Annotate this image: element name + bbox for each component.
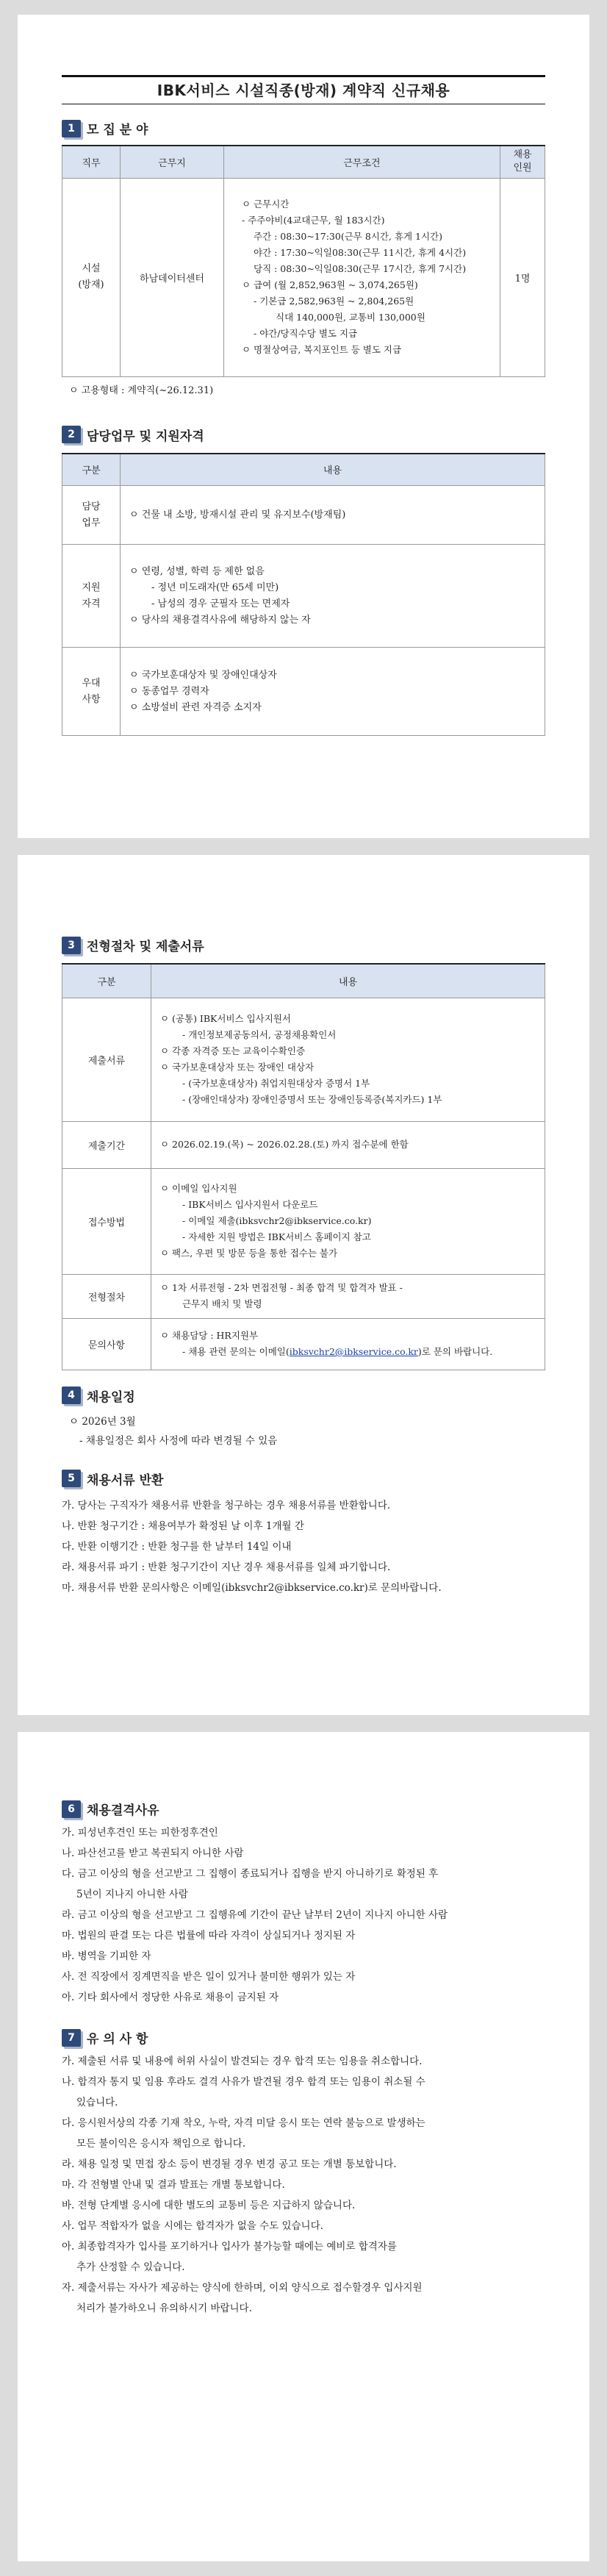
- contact-line: [160, 1344, 536, 1360]
- section-schedule: [62, 1387, 545, 1405]
- content-line: 근무지 배치 및 발령: [182, 1298, 262, 1309]
- content-line: - (국가보훈대상자) 취업지원대상자 증명서 1부: [182, 1078, 370, 1089]
- section-recruitment-field: [62, 119, 545, 137]
- condition-line: - 야간/당직수당 별도 지급: [254, 328, 358, 339]
- document-title: IBK서비스 시설직종(방재) 계약직 신규채용: [62, 75, 545, 104]
- list-item: 나. 반환 청구기간 : 채용여부가 확정된 날 이후 1개월 간: [62, 1520, 304, 1532]
- list-item: 처리가 불가하오니 유의하시기 바랍니다.: [76, 2303, 252, 2314]
- list-item: 바. 전형 단계별 응시에 대한 별도의 교통비 등은 지급하지 않습니다.: [62, 2200, 356, 2211]
- contact-email-link[interactable]: ibksvchr2@ibkservice.co.kr: [289, 1346, 418, 1357]
- conditions-cell: [224, 178, 500, 376]
- row-label: 담당 업무: [62, 486, 121, 545]
- content-line: ㅇ 이메일 입사지원: [160, 1183, 237, 1194]
- content-line: - 자세한 지원 방법은 IBK서비스 홈페이지 참고: [182, 1231, 371, 1242]
- condition-line: - 기본급 2,582,963원 ~ 2,804,265원: [254, 296, 414, 307]
- list-item: 라. 채용서류 파기 : 반환 청구기간이 지난 경우 채용서류를 일체 파기합니다.: [62, 1561, 391, 1573]
- section-number-badge: 7: [62, 2029, 81, 2047]
- condition-line: - 주주야비(4교대근무, 월 183시간): [242, 215, 385, 226]
- condition-line: ㅇ 명절상여금, 복지포인트 등 별도 지급: [242, 344, 402, 355]
- content-line: ㅇ 각종 자격증 또는 교육이수확인증: [160, 1045, 306, 1056]
- table-header: 근무조건: [224, 146, 500, 178]
- employment-type: ㅇ 고용형태 : 계약직(~26.12.31): [69, 384, 214, 396]
- list-item: 다. 반환 이행기간 : 반환 청구를 한 날부터 14일 이내: [62, 1540, 292, 1553]
- condition-line: 야간 : 17:30~익일08:30(근무 11시간, 휴게 4시간): [254, 247, 467, 258]
- list-item: 아. 기타 회사에서 정당한 사유로 채용이 금지된 자: [62, 1992, 279, 2003]
- list-item: 있습니다.: [76, 2097, 118, 2108]
- row-content: [151, 998, 545, 1121]
- row-label: 우대 사항: [62, 648, 121, 736]
- list-item: 나. 파산선고를 받고 복권되지 아니한 사람: [62, 1847, 244, 1859]
- condition-line: 당직 : 08:30~익일08:30(근무 17시간, 휴게 7시간): [254, 263, 467, 274]
- notice-list: [62, 2051, 545, 2319]
- row-label: 문의사항: [62, 1318, 151, 1370]
- section-number-badge: 2: [62, 426, 81, 443]
- row-content: [151, 1318, 545, 1370]
- list-item: 모든 불이익은 응시자 책임으로 합니다.: [76, 2138, 246, 2150]
- row-content: [151, 1168, 545, 1274]
- schedule-line: ㅇ 2026년 3월: [69, 1415, 136, 1428]
- list-item: 추가 산정할 수 있습니다.: [76, 2261, 185, 2273]
- content-line: ㅇ 1차 서류전형 - 2차 면접전형 - 최종 합격 및 합격자 발표 -: [160, 1282, 403, 1293]
- condition-line: 식대 140,000원, 교통비 130,000원: [276, 312, 425, 323]
- content-line: - 개인정보제공동의서, 공정채용확인서: [182, 1029, 337, 1040]
- row-label: 접수방법: [62, 1168, 151, 1274]
- condition-line: ㅇ 근무시간: [242, 198, 290, 210]
- section-process-documents: [62, 936, 545, 954]
- content-line: - 정년 미도래자(만 65세 미만): [151, 582, 279, 593]
- job-cell: 시설 (방재): [62, 178, 121, 376]
- list-item: 다. 금고 이상의 형을 선고받고 그 집행이 종료되거나 집행을 받지 아니하기로 확정된 후: [62, 1868, 439, 1880]
- headcount-cell: 1명: [500, 178, 545, 376]
- list-item: 가. 제출된 서류 및 내용에 허위 사실이 발견되는 경우 합격 또는 임용을 취소합니다.: [62, 2056, 423, 2067]
- list-item: 마. 채용서류 반환 문의사항은 이메일(ibksvchr2@ibkservice.co.kr)로 문의바랍니다.: [62, 1581, 442, 1594]
- content-line: ㅇ 동종업무 경력자: [129, 685, 209, 697]
- section-title: 채용일정: [87, 1389, 135, 1405]
- content-line: ㅇ 당사의 채용결격사유에 해당하지 않는 자: [129, 614, 311, 626]
- content-line: - 이메일 제출(ibksvchr2@ibkservice.co.kr): [182, 1215, 372, 1226]
- location-cell: 하남데이터센터: [121, 178, 224, 376]
- contact-text: - 채용 관련 문의는 이메일(: [182, 1346, 290, 1357]
- content-line: ㅇ 팩스, 우편 및 방문 등을 통한 접수는 불가: [160, 1248, 338, 1259]
- row-label: 제출기간: [62, 1121, 151, 1168]
- section-number-badge: 5: [62, 1470, 81, 1487]
- section-title: 모 집 분 야: [87, 123, 148, 137]
- list-item: 라. 금고 이상의 형을 선고받고 그 집행유예 기간이 끝난 날부터 2년이 지나지 아니한 사람: [62, 1909, 448, 1921]
- document-page-3: [18, 1732, 589, 2561]
- content-line: ㅇ 건물 내 소방, 방재시설 관리 및 유지보수(방재팀): [129, 509, 346, 520]
- list-item: 사. 전 직장에서 징계면직을 받은 일이 있거나 불미한 행위가 있는 자: [62, 1971, 356, 1983]
- row-content: [121, 486, 545, 545]
- document-page-1: [18, 15, 589, 838]
- condition-line: 주간 : 08:30~17:30(근무 8시간, 휴게 1시간): [254, 231, 442, 242]
- section-title: 유 의 사 항: [87, 2032, 148, 2047]
- section-number-badge: 4: [62, 1387, 81, 1404]
- section-number-badge: 6: [62, 1800, 81, 1818]
- row-label: 전형절차: [62, 1274, 151, 1318]
- list-item: 마. 각 전형별 안내 및 결과 발표는 개별 통보합니다.: [62, 2179, 285, 2191]
- row-label: 제출서류: [62, 998, 151, 1121]
- section-number-badge: 3: [62, 937, 81, 954]
- list-item: 5년이 지나지 아니한 사람: [76, 1889, 188, 1900]
- list-item: 라. 채용 일정 및 면접 장소 등이 변경될 경우 변경 공고 또는 개별 통보합니다.: [62, 2158, 397, 2170]
- list-item: 자. 제출서류는 자사가 제공하는 양식에 한하며, 이외 양식으로 접수할경우 입사지원: [62, 2282, 423, 2294]
- contact-text: )로 문의 바랍니다.: [417, 1346, 493, 1357]
- content-line: ㅇ 국가보훈대상자 또는 장애인 대상자: [160, 1062, 315, 1073]
- row-content: [121, 545, 545, 648]
- table-header: 채용 인원: [500, 146, 545, 178]
- section-title: 담당업무 및 지원자격: [87, 429, 204, 444]
- list-item: 바. 병역을 기피한 자: [62, 1950, 151, 1962]
- content-line: ㅇ 연령, 성별, 학력 등 제한 없음: [129, 565, 265, 577]
- table-header: 구분: [62, 964, 151, 998]
- process-table: [62, 963, 545, 1370]
- content-line: ㅇ (공통) IBK서비스 입사지원서: [160, 1013, 291, 1024]
- section-title: 채용결격사유: [87, 1803, 159, 1818]
- table-header: 내용: [151, 964, 545, 998]
- content-line: - IBK서비스 입사지원서 다운로드: [182, 1199, 318, 1210]
- row-content: [151, 1121, 545, 1168]
- table-header: 직무: [62, 146, 121, 178]
- section-disqualification: [62, 1800, 545, 1818]
- list-item: 사. 업무 적합자가 없을 시에는 합격자가 없을 수도 있습니다.: [62, 2220, 323, 2232]
- section-notices: [62, 2028, 545, 2047]
- recruitment-table: [62, 145, 545, 377]
- section-duties-qualifications: [62, 426, 545, 444]
- content-line: ㅇ 채용담당 : HR지원부: [160, 1330, 259, 1341]
- list-item: 가. 피성년후견인 또는 피한정후견인: [62, 1827, 218, 1839]
- content-line: ㅇ 국가보훈대상자 및 장애인대상자: [129, 669, 277, 681]
- section-document-return: [62, 1470, 545, 1488]
- row-label: 지원 자격: [62, 545, 121, 648]
- section-number-badge: 1: [62, 120, 81, 137]
- list-item: 마. 법원의 판결 또는 다른 법률에 따라 자격이 상실되거나 정지된 자: [62, 1930, 356, 1942]
- row-content: [151, 1274, 545, 1318]
- content-line: - 남성의 경우 군필자 또는 면제자: [151, 598, 290, 609]
- condition-line: ㅇ 급여 (월 2,852,963원 ~ 3,074,265원): [242, 279, 418, 290]
- document-page-2: [18, 855, 589, 1715]
- section-title: 채용서류 반환: [87, 1473, 164, 1488]
- list-item: 나. 합격자 통지 및 임용 후라도 결격 사유가 발견될 경우 합격 또는 임용이 취소될 수: [62, 2076, 425, 2088]
- list-item: 아. 최종합격자가 입사를 포기하거나 입사가 불가능할 때에는 예비로 합격자를: [62, 2241, 397, 2253]
- return-list: [62, 1495, 545, 1598]
- table-header: 근무지: [121, 146, 224, 178]
- duties-table: [62, 453, 545, 737]
- list-item: 가. 당사는 구직자가 채용서류 반환을 청구하는 경우 채용서류를 반환합니다.: [62, 1499, 391, 1511]
- row-content: [121, 648, 545, 736]
- content-line: - (장애인대상자) 장애인증명서 또는 장애인등록증(복지카드) 1부: [182, 1094, 442, 1105]
- table-header: 내용: [121, 454, 545, 486]
- schedule-line: - 채용일정은 회사 사정에 따라 변경될 수 있음: [79, 1434, 278, 1447]
- disqualification-list: [62, 1822, 545, 2008]
- content-line: ㅇ 소방설비 관련 자격증 소지자: [129, 701, 262, 713]
- list-item: 다. 응시원서상의 각종 기재 착오, 누락, 자격 미달 응시 또는 연락 불능으로 발생하는: [62, 2117, 425, 2129]
- section-title: 전형절차 및 제출서류: [87, 940, 204, 954]
- content-line: ㅇ 2026.02.19.(목) ~ 2026.02.28.(토) 까지 접수분에 한함: [160, 1139, 409, 1150]
- table-header: 구분: [62, 454, 121, 486]
- schedule-block: [62, 1412, 545, 1450]
